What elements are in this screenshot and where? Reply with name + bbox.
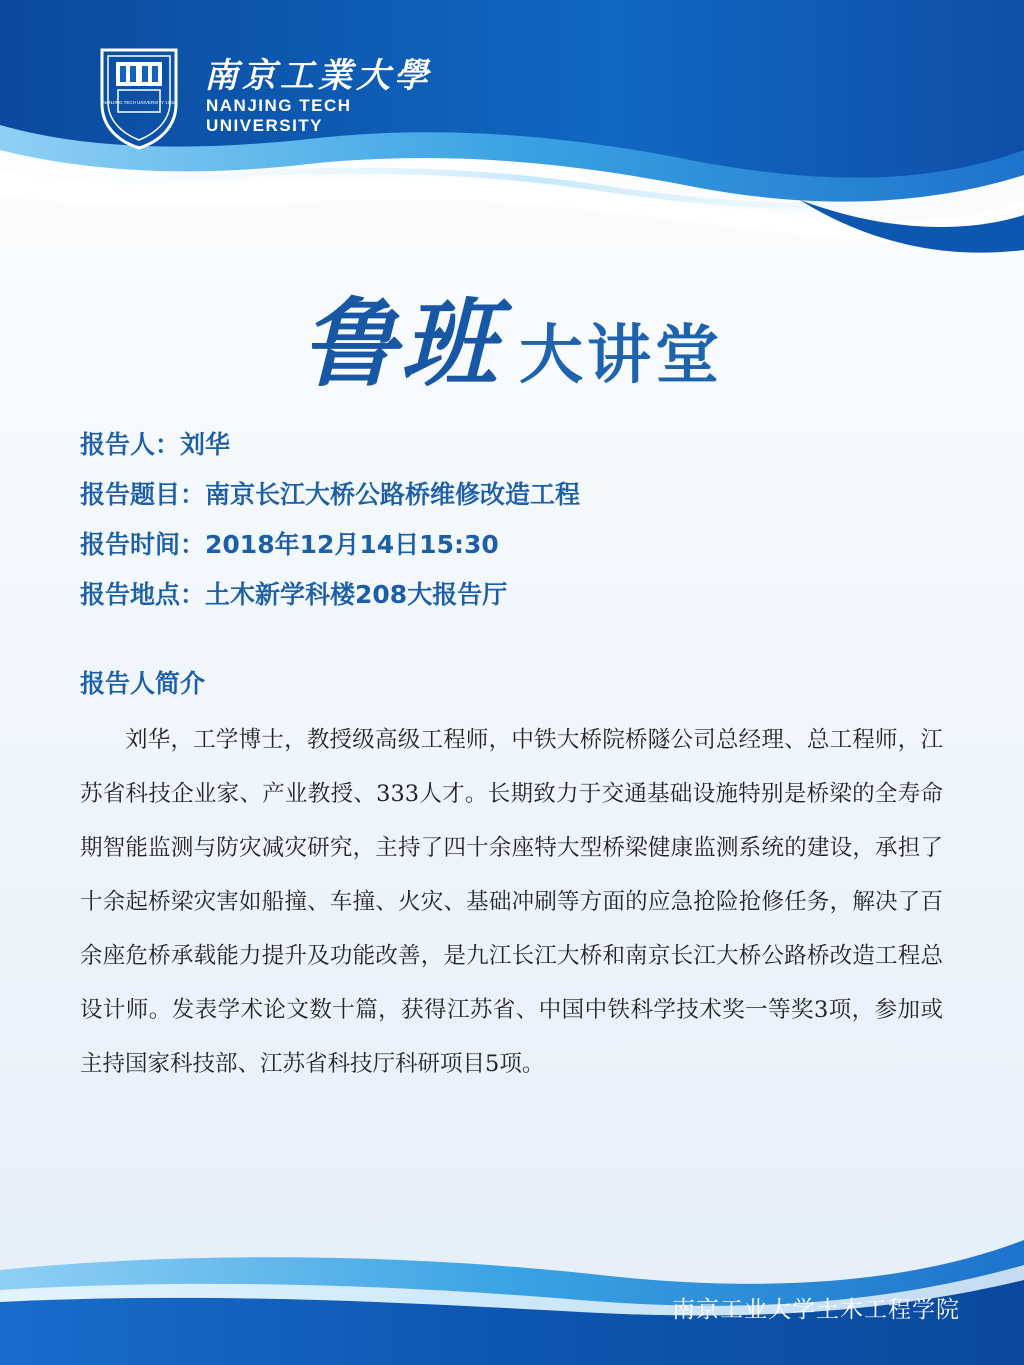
info-label: 报告地点： xyxy=(80,580,206,609)
info-value: 土木新学科楼208大报告厅 xyxy=(205,580,508,609)
footer-org: 南京工业大学土木工程学院 xyxy=(672,1297,960,1323)
title-text: 大讲堂 xyxy=(519,319,723,393)
info-label: 报告题目： xyxy=(80,480,206,509)
info-row-time xyxy=(80,525,960,575)
page-title xyxy=(0,268,1024,405)
info-row-topic xyxy=(80,475,960,525)
university-logo-icon xyxy=(96,46,182,150)
info-row-location xyxy=(80,575,960,625)
info-label: 报告人： xyxy=(80,430,181,459)
logo-emblem-text: NANJING TECH UNIVERSITY 1902 xyxy=(102,100,176,105)
info-value: 刘华 xyxy=(180,430,231,459)
info-label: 报告时间： xyxy=(80,530,206,559)
university-name-cn: 南京工業大學 xyxy=(204,56,432,96)
info-value: 南京长江大桥公路桥维修改造工程 xyxy=(205,480,581,509)
info-value: 2018年12月14日15:30 xyxy=(205,530,499,559)
report-info xyxy=(80,425,960,625)
info-row-speaker xyxy=(80,425,960,475)
bio-text: 刘华，工学博士，教授级高级工程师，中铁大桥院桥隧公司总经理、总工程师，江苏省科技企业家、产业教授、333人才。长期致力于交通基础设施特别是桥梁的全寿命期智能监测与防灾减灾研究，主持了四十余座特大型桥梁健康监测系统的建设，承担了十余起桥梁灾害如船撞、车撞、火灾、基础冲刷等方面的应急抢险抢修任务，解决了百余座危桥承载能力提升及功能改善，是九江长江大桥和南京长江大桥公路桥改造工程总设计师。发表学术论文数十篇，获得江苏省、中国中铁科学技术奖一等奖3项，参加或主持国家科技部、江苏省科技厅科研项目5项。 xyxy=(80,727,943,1077)
university-name-en-line2: UNIVERSITY xyxy=(206,116,324,135)
title-calligraphy: 鲁班 xyxy=(301,287,501,400)
bio-heading: 报告人简介 xyxy=(80,669,206,698)
university-name-en-line1: NANJING TECH xyxy=(206,96,352,115)
university-name-en xyxy=(206,96,352,136)
